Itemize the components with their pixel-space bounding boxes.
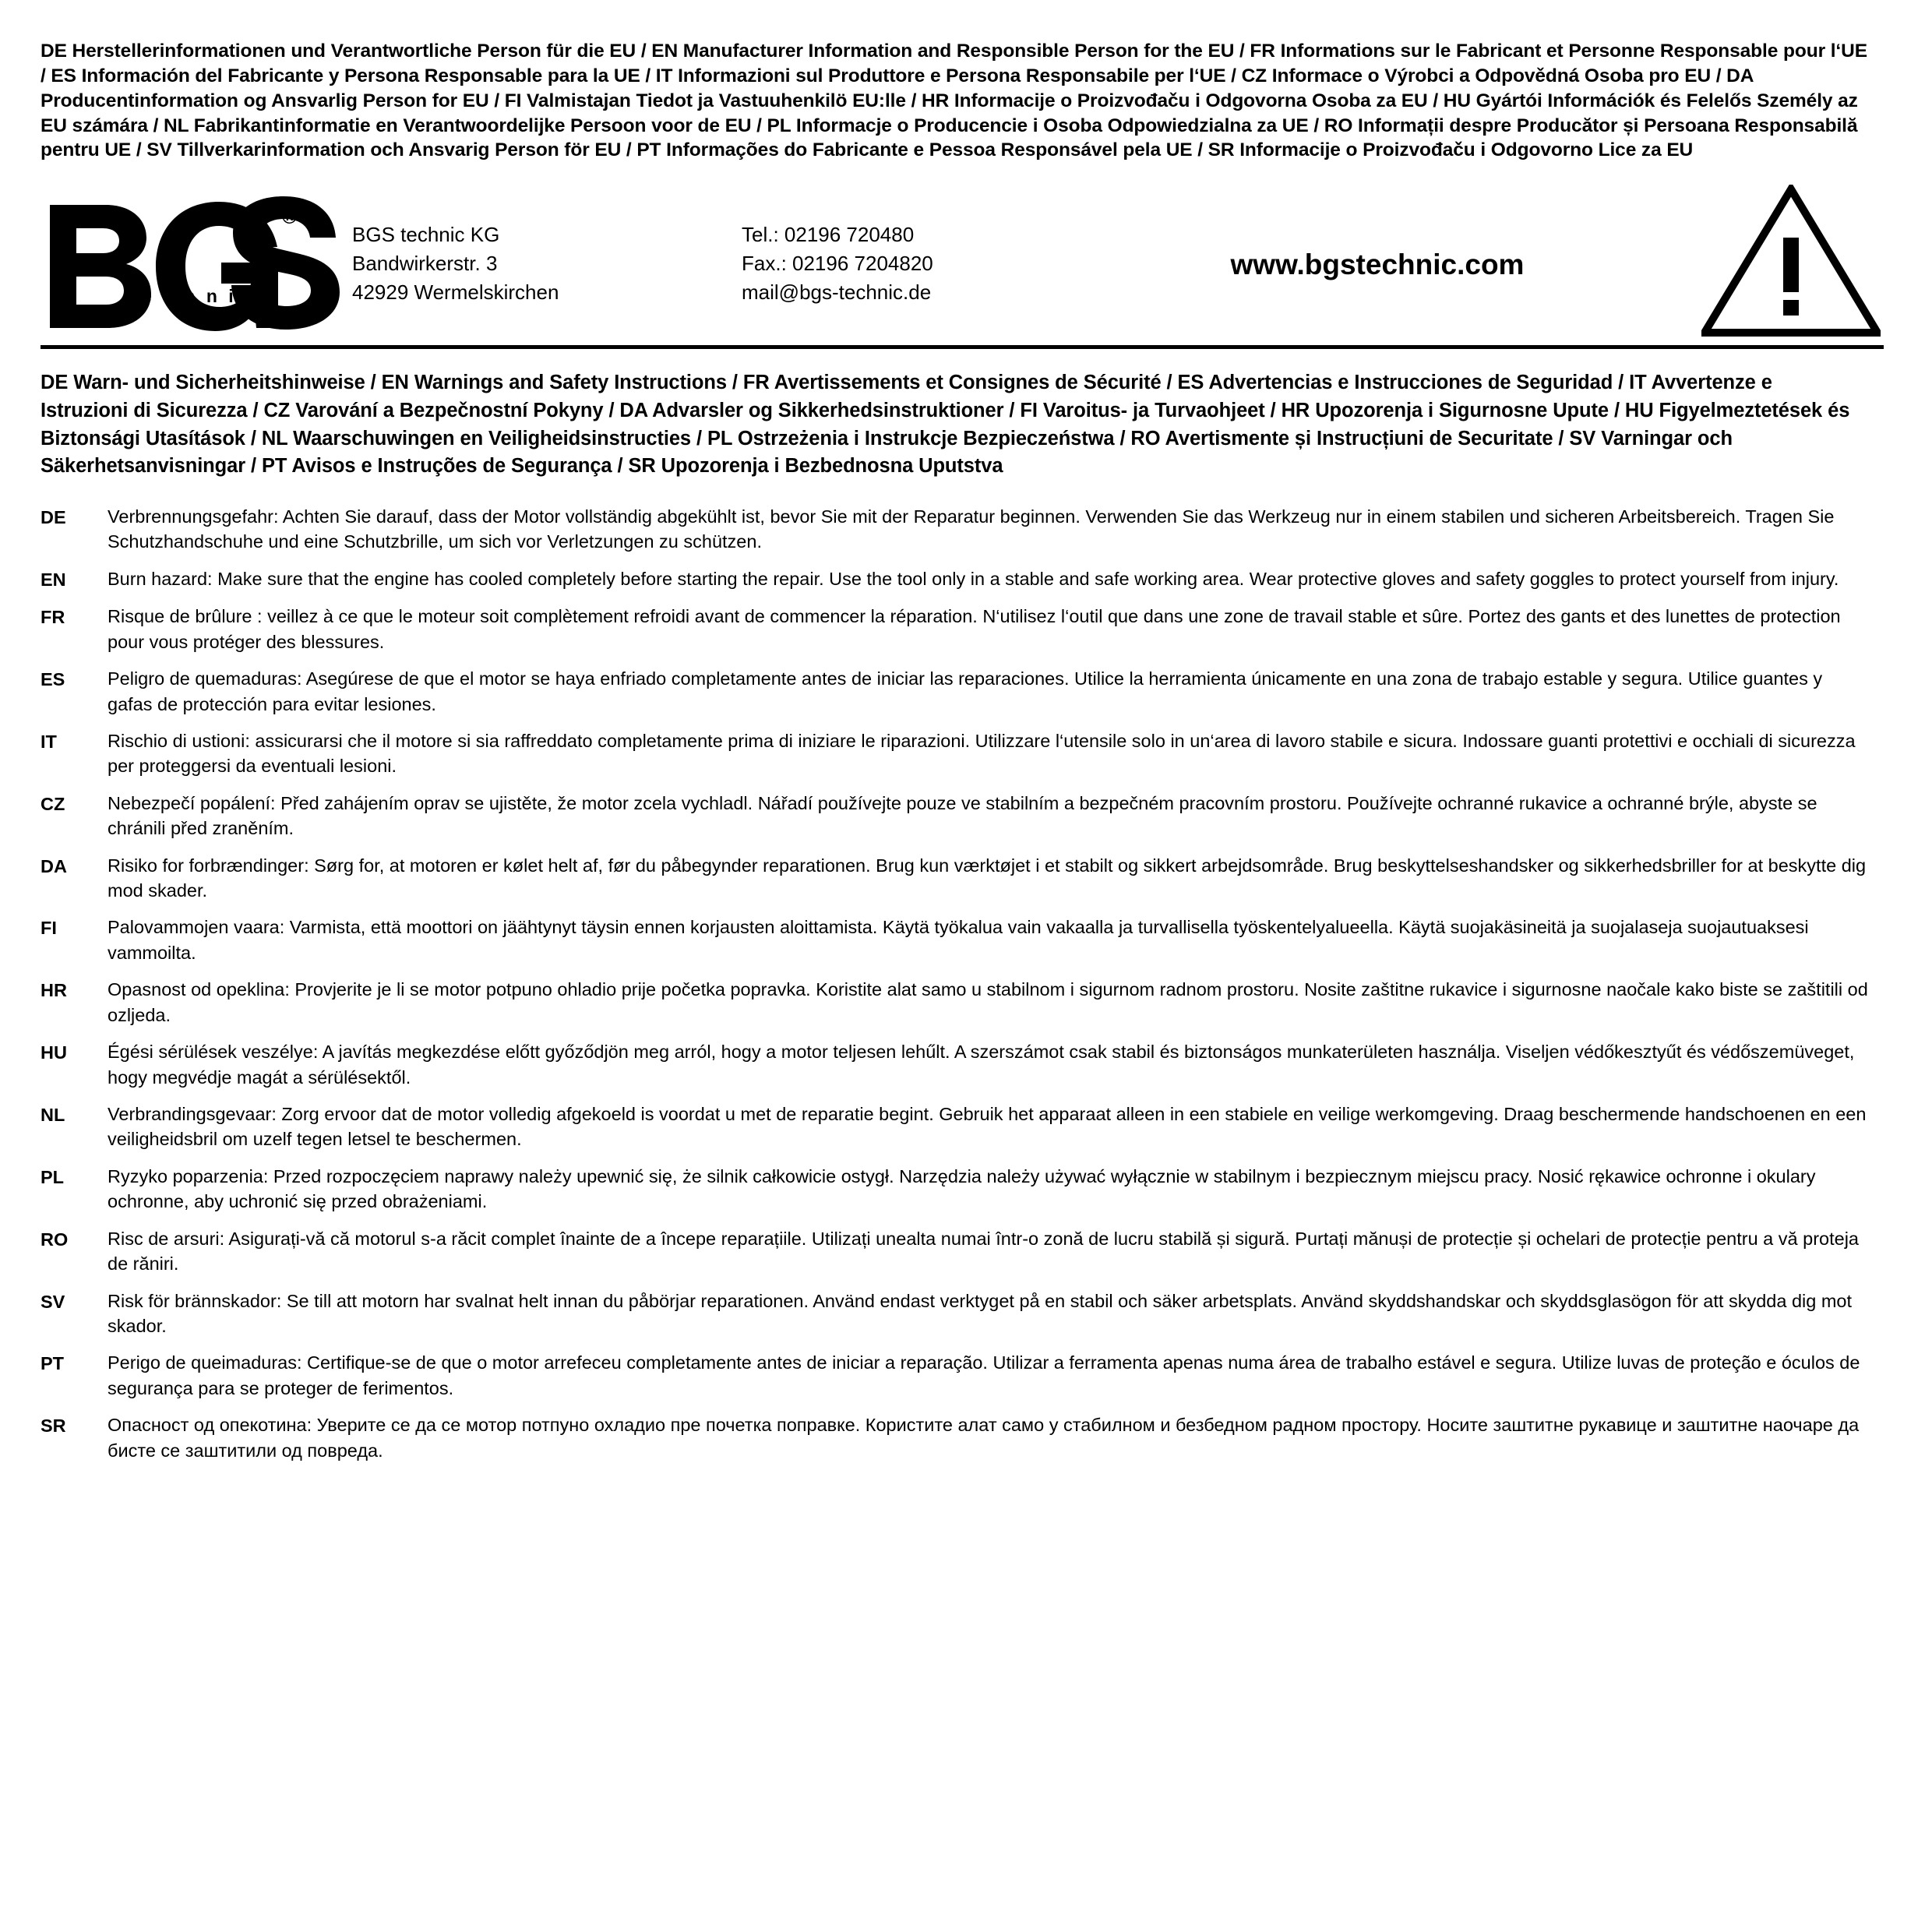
- instruction-text: Burn hazard: Make sure that the engine has cooled completely before starting the repair. Use the tool only in a stable and safe working area. Wear protective gloves and safety goggles to protect yourself from injury.: [108, 568, 1839, 589]
- language-code: HR: [41, 980, 67, 1001]
- instruction-text: Опасност од опекотина: Уверите се да се мотор потпуно охладио пре почетка поправке. Користите алат само у стабилном и безбедном радном простору. Носите заштитне рукавице и заштитне наочаре да бисте се заштитили од повреда.: [108, 1415, 1860, 1461]
- instruction-text: Opasnost od opeklina: Provjerite je li se motor potpuno ohladio prije početka popravka. Koristite alat samo u stabilnom i sigurnom radnom prostoru. Nosite zaštitne rukavice i sigurnosne naočale kako biste se zaštitili od ozljeda.: [108, 979, 1868, 1025]
- language-code: SV: [41, 1291, 65, 1312]
- language-code: FI: [41, 918, 57, 939]
- instruction-text: Risiko for forbrændinger: Sørg for, at motoren er kølet helt af, før du påbegynder reparationen. Brug kun værktøjet i et stabilt og sikkert arbejdsområde. Brug beskyttelseshandsker og sikkerhedsbriller for at beskytte dig mod skader.: [108, 855, 1867, 901]
- list-item: [41, 1164, 1884, 1215]
- list-item: [41, 853, 1884, 904]
- instructions-list: [41, 504, 1884, 1463]
- language-code: CZ: [41, 793, 65, 814]
- instruction-text: Égési sérülések veszélye: A javítás megkezdése előtt győződjön meg arról, hogy a motor teljesen lehűlt. A szerszámot csak stabil és biztonságos munkaterületen használja. Viseljen védőkesztyűt és védőszemüveget, hogy megvédje magát a sérülésektől.: [108, 1042, 1855, 1088]
- instruction-text: Perigo de queimaduras: Certifique-se de que o motor arrefeceu completamente antes de iniciar a reparação. Utilizar a ferramenta apenas numa área de trabalho estável e segura. Utilize luvas de proteção e óculos de segurança para se proteger de ferimentos.: [108, 1352, 1860, 1398]
- manufacturer-info-languages-heading: DE Herstellerinformationen und Verantwortliche Person für die EU / EN Manufacturer Information and Responsible Person for the EU / FR Informations sur le Fabricant et Personne Responsable pour l‘UE / ES Información del Fabricante y Persona Responsable para la UE / IT Informazioni sul Produttore e Persona Responsabile per l‘UE / CZ Informace o Výrobci a Odpovědná Osoba pro EU / DA Producentinformation og Ansvarlig Person for EU / FI Valmistajan Tiedot ja Vastuuhenkilö EU:lle / HR Informacije o Proizvođaču i Odgovorna Osoba za EU / HU Gyártói Információk és Felelős Személy az EU számára / NL Fabrikantinformatie en Verantwoordelijke Persoon voor de EU / PL Informacje o Producencie i Osoba Odpowiedzialna za UE / RO Informații despre Producător și Persoana Responsabilă pentru UE / SV Tillverkarinformation och Ansvarig Person för EU / PT Informações do Fabricante e Pessoa Responsável pela UE / SR Informacije o Proizvođaču i Odgovorno Lice za EU: [41, 41, 1867, 161]
- language-code: PL: [41, 1166, 65, 1187]
- company-email[interactable]: mail@bgs-technic.de: [742, 280, 932, 304]
- language-code: SR: [41, 1416, 66, 1437]
- language-code: EN: [41, 569, 66, 590]
- language-code: DE: [41, 506, 66, 527]
- company-website[interactable]: www.bgstechnic.com: [1230, 249, 1525, 281]
- bgs-logo-icon: [41, 191, 352, 331]
- list-item: [41, 566, 1884, 592]
- list-item: [41, 1289, 1884, 1339]
- list-item: [41, 604, 1884, 654]
- list-item: [41, 1226, 1884, 1277]
- list-item: [41, 1102, 1884, 1152]
- instruction-text: Ryzyko poparzenia: Przed rozpoczęciem naprawy należy upewnić się, że silnik całkowicie ostygł. Narzędzia należy używać wyłącznie w stabilnym i bezpiecznym miejscu pracy. Nosić rękawice ochronne i okulary ochronne, aby uchronić się przed obrażeniami.: [108, 1165, 1816, 1212]
- instruction-text: Peligro de quemaduras: Asegúrese de que el motor se haya enfriado completamente antes de iniciar las reparaciones. Utilice la herramienta únicamente en una zona de trabajo estable y segura. Utilice guantes y gafas de protección para evitar lesiones.: [108, 668, 1823, 714]
- list-item: [41, 915, 1884, 965]
- company-city: 42929 Wermelskirchen: [352, 280, 559, 304]
- language-code: IT: [41, 731, 57, 752]
- instruction-text: Verbrandingsgevaar: Zorg ervoor dat de motor volledig afgekoeld is voordat u met de reparatie begint. Gebruik het apparaat alleen in een stabiele en veilige werkomgeving. Draag beschermende handschoenen en een veiligheidsbril om uzelf tegen letsel te beschermen.: [108, 1103, 1867, 1150]
- warning-triangle: [1686, 185, 1884, 337]
- instruction-text: Risque de brûlure : veillez à ce que le moteur soit complètement refroidi avant de commencer la réparation. N‘utilisez l‘outil que dans une zone de travail stable et sûre. Portez des gants et des lunettes de protection pour vous protéger des blessures.: [108, 606, 1841, 652]
- company-street: Bandwirkerstr. 3: [352, 251, 498, 275]
- list-item: [41, 666, 1884, 717]
- language-code: PT: [41, 1353, 65, 1374]
- company-fax: Fax.: 02196 7204820: [742, 251, 933, 275]
- warning-triangle-icon: [1701, 185, 1881, 337]
- header-divider: [41, 345, 1884, 349]
- instruction-text: Rischio di ustioni: assicurarsi che il motore si sia raffreddato completamente prima di iniziare le riparazioni. Utilizzare l‘utensile solo in un‘area di lavoro stabile e sicura. Indossare guanti protettivi e occhiali di sicurezza per proteggersi da eventuali lesioni.: [108, 730, 1856, 777]
- instruction-text: Verbrennungsgefahr: Achten Sie darauf, dass der Motor vollständig abgekühlt ist, bevor Sie mit der Reparatur beginnen. Verwenden Sie das Werkzeug nur in einem stabilen und sicheren Arbeitsbereich. Tragen Sie Schutzhandschuhe und eine Schutzbrille, um sich vor Verletzungen zu schützen.: [108, 506, 1835, 552]
- list-item: [41, 1350, 1884, 1401]
- list-item: [41, 1412, 1884, 1463]
- bgs-logo-subtext: t e c h n i c: [125, 286, 258, 307]
- list-item: [41, 977, 1884, 1028]
- instruction-text: Risc de arsuri: Asigurați-vă că motorul s-a răcit complet înainte de a începe reparațiile. Utilizați unealta numai într-o zonă de lucru stabilă și sigură. Purtați mănuși de protecție și ochelari de protecție pentru a vă proteja de răniri.: [108, 1228, 1859, 1274]
- instruction-text: Nebezpečí popálení: Před zahájením oprav se ujistěte, že motor zcela vychladl. Nářadí používejte pouze ve stabilním a bezpečném pracovním prostoru. Používejte ochranné rukavice a ochranné brýle, abyste se chránili před zraněním.: [108, 792, 1817, 839]
- company-name: BGS technic KG: [352, 222, 500, 246]
- bgs-logo: [41, 191, 352, 331]
- language-code: NL: [41, 1104, 65, 1125]
- company-phone: Tel.: 02196 720480: [742, 222, 915, 246]
- list-item: [41, 1039, 1884, 1090]
- language-code: HU: [41, 1042, 67, 1063]
- list-item: [41, 791, 1884, 841]
- instruction-text: Palovammojen vaara: Varmista, että moottori on jäähtynyt täysin ennen korjausten aloittamista. Käytä työkalua vain vakaalla ja turvallisella työskentelyalueella. Käytä suojakäsineitä ja suojalaseja suojautuaksesi vammoilta.: [108, 917, 1809, 963]
- language-code: DA: [41, 855, 67, 876]
- company-info-band: [41, 177, 1884, 339]
- instruction-text: Risk för brännskador: Se till att motorn har svalnat helt innan du påbörjar reparationen. Använd endast verktyget på en stabil och säker arbetsplats. Använd skyddshandskar och skyddsglasögon för att skydda dig mot skador.: [108, 1290, 1853, 1336]
- list-item: [41, 504, 1884, 555]
- language-code: FR: [41, 607, 65, 628]
- language-code: RO: [41, 1229, 69, 1250]
- safety-section-languages-heading: DE Warn- und Sicherheitshinweise / EN Warnings and Safety Instructions / FR Avertissements et Consignes de Sécurité / ES Advertencias e Instrucciones de Seguridad / IT Avvertenze e Istruzioni di Sicurezza / CZ Varování a Bezpečnostní Pokyny / DA Advarsler og Sikkerhedsinstruktioner / FI Varoitus- ja Turvaohjeet / HR Upozorenja i Sigurnosne Upute / HU Figyelmeztetések és Biztonsági Utasítások / NL Waarschuwingen en Veiligheidsinstructies / PL Ostrzeżenia i Instrukcje Bezpieczeństwa / RO Avertismente și Instrucțiuni de Securitate / SV Varningar och Säkerhetsanvisningar / PT Avisos e Instruções de Segurança / SR Upozorenja i Bezbednosna Uputstva: [41, 372, 1850, 478]
- company-contact: [742, 216, 1100, 307]
- list-item: [41, 728, 1884, 779]
- bgs-logo-registered-mark: ®: [282, 205, 298, 229]
- language-code: ES: [41, 669, 65, 690]
- company-address: [352, 216, 742, 307]
